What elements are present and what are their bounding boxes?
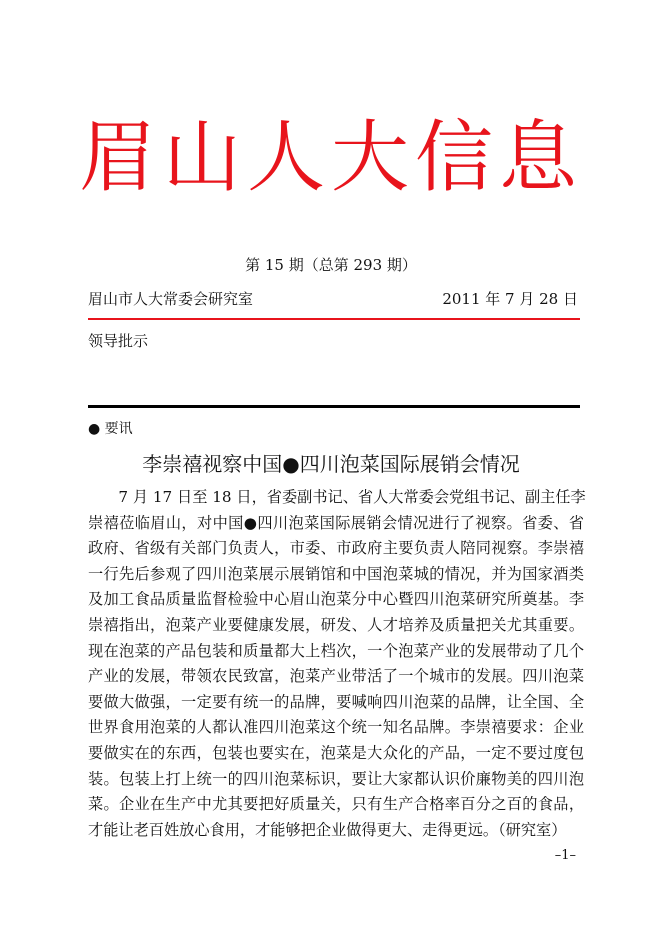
article-line: 要做实在的东西，包装也要实在，泡菜是大众化的产品，一定不要过度包 <box>88 743 584 762</box>
article-headline: 李崇禧视察中国●四川泡菜国际展销会情况 <box>142 452 520 476</box>
article-line: 产业的发展，带领农民致富，泡菜产业带活了一个城市的发展。四川泡菜 <box>88 667 584 686</box>
article-body <box>88 485 584 843</box>
page-number: –1– <box>554 848 576 863</box>
publish-date: 2011 年 7 月 28 日 <box>442 290 578 308</box>
approval-section-label: 领导批示 <box>88 332 149 350</box>
section-label: ● 要讯 <box>88 421 133 437</box>
article-line: 菜。企业在生产中尤其要把好质量关，只有生产合格率百分之百的食品， <box>88 795 584 814</box>
red-divider <box>88 318 580 320</box>
article-line: 世界食用泡菜的人都认准四川泡菜这个统一知名品牌。李崇禧要求：企业 <box>88 718 584 737</box>
article-line: 一行先后参观了四川泡菜展示展销馆和中国泡菜城的情况，并为国家酒类 <box>88 564 584 583</box>
organization: 眉山市人大常委会研究室 <box>88 290 254 308</box>
article-line: 崇禧莅临眉山，对中国●四川泡菜国际展销会情况进行了视察。省委、省 <box>88 513 584 532</box>
article-line: 政府、省级有关部门负责人，市委、市政府主要负责人陪同视察。李崇禧 <box>88 539 584 558</box>
article-line: 崇禧指出，泡菜产业要健康发展，研发、人才培养及质量把关尤其重要。 <box>88 615 584 634</box>
masthead-title: 眉山人大信息 <box>78 113 583 203</box>
article-line: 要做大做强，一定要有统一的品牌，要喊响四川泡菜的品牌，让全国、全 <box>88 692 584 711</box>
black-divider <box>88 405 580 408</box>
article-line: 7 月 17 日至 18 日，省委副书记、省人大常委会党组书记、副主任李 <box>88 488 586 506</box>
article-line: 现在泡菜的产品包装和质量都大上档次，一个泡菜产业的发展带动了几个 <box>88 641 584 660</box>
article-line: 及加工食品质量监督检验中心眉山泡菜分中心暨四川泡菜研究所奠基。李 <box>88 590 584 609</box>
issue-number: 第 15 期（总第 293 期） <box>245 256 417 274</box>
article-line: 装。包装上打上统一的四川泡菜标识，要让大家都认识价廉物美的四川泡 <box>88 769 584 788</box>
article-line: 才能让老百姓放心食用，才能够把企业做得更大、走得更远。（研究室） <box>88 820 567 839</box>
